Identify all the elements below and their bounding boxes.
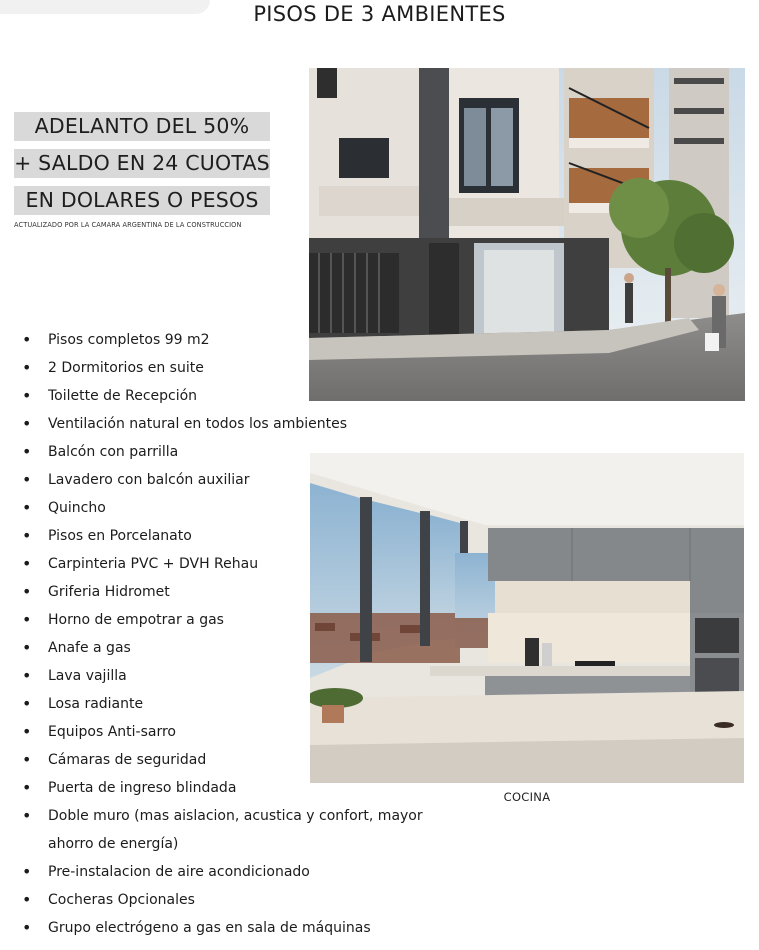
list-item: • Horno de empotrar a gas xyxy=(22,606,422,634)
list-item: • Losa radiante xyxy=(22,690,422,718)
list-item: • Anafe a gas xyxy=(22,634,422,662)
list-item: • Pisos completos 99 m2 xyxy=(22,326,422,354)
list-item: • Equipos Anti-sarro xyxy=(22,718,422,746)
list-item: • Doble muro (mas aislacion, acustica y confort, mayor xyxy=(22,802,422,830)
list-item: • Pisos en Porcelanato xyxy=(22,522,422,550)
promo-line-advance: ADELANTO DEL 50% xyxy=(14,112,270,141)
kitchen-caption: COCINA xyxy=(503,790,551,804)
list-item: • Quincho xyxy=(22,494,422,522)
list-item: • Ventilación natural en todos los ambientes xyxy=(22,410,422,438)
promo-note: ACTUALIZADO POR LA CAMARA ARGENTINA DE LA CONSTRUCCION xyxy=(14,221,242,229)
promo-line-installments: + SALDO EN 24 CUOTAS xyxy=(14,149,270,178)
list-item: • Lava vajilla xyxy=(22,662,422,690)
list-item: • Lavadero con balcón auxiliar xyxy=(22,466,422,494)
list-item: • Toilette de Recepción xyxy=(22,382,422,410)
promo-block xyxy=(14,112,284,229)
list-item: • Cámaras de seguridad xyxy=(22,746,422,774)
list-item: • Cocheras Opcionales xyxy=(22,886,422,914)
list-item: • Pre-instalacion de aire acondicionado xyxy=(22,858,422,886)
list-item: • Griferia Hidromet xyxy=(22,578,422,606)
list-item: • Puerta de ingreso blindada xyxy=(22,774,422,802)
features-list xyxy=(22,326,422,942)
list-item: • Balcón con parrilla xyxy=(22,438,422,466)
list-item: • 2 Dormitorios en suite xyxy=(22,354,422,382)
promo-line-currency: EN DOLARES O PESOS xyxy=(14,186,270,215)
list-item-continuation: ahorro de energía) xyxy=(48,836,179,852)
page-title: PISOS DE 3 AMBIENTES xyxy=(253,2,506,26)
list-item: • Grupo electrógeno a gas en sala de máquinas xyxy=(22,914,422,942)
list-item: • Carpinteria PVC + DVH Rehau xyxy=(22,550,422,578)
